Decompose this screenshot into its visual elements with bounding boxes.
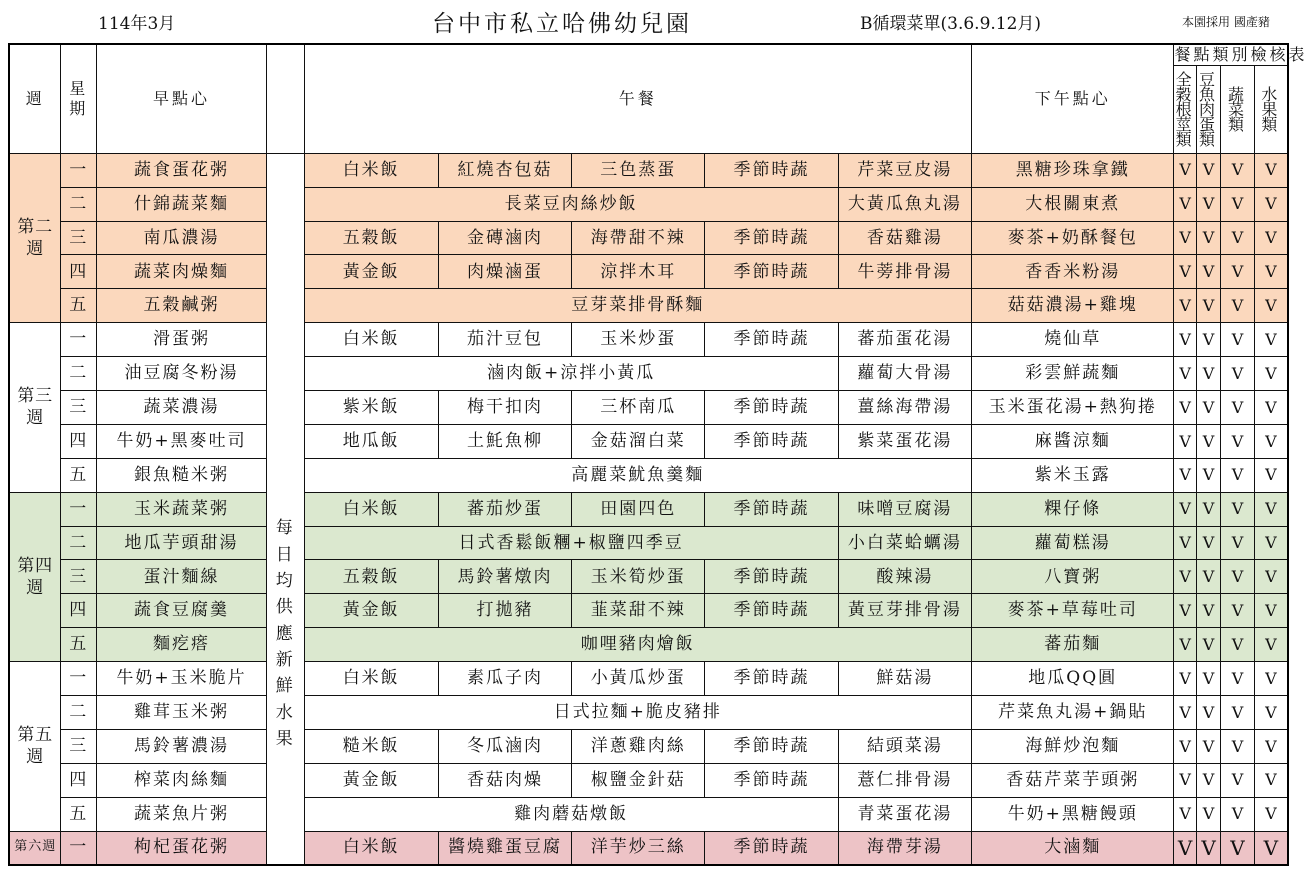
breakfast-item: 牛奶+黑麥吐司 [97, 424, 267, 458]
check-mark: V [1174, 797, 1196, 831]
lunch-soup: 味噌豆腐湯 [838, 492, 971, 526]
check-mark: V [1221, 763, 1255, 797]
check-mark: V [1196, 594, 1220, 628]
day-of-week: 一 [61, 153, 97, 187]
check-col-header-2: 豆 魚 肉 蛋 類 [1196, 65, 1220, 153]
check-mark: V [1196, 560, 1220, 594]
lunch-dish: 玉米炒蛋 [572, 323, 705, 357]
day-of-week: 二 [61, 357, 97, 391]
afternoon-snack: 香菇芹菜芋頭粥 [972, 763, 1174, 797]
check-mark: V [1254, 424, 1288, 458]
check-mark: V [1221, 357, 1255, 391]
afternoon-snack: 牛奶+黑糖饅頭 [972, 797, 1174, 831]
lunch-dish: 白米飯 [304, 323, 438, 357]
check-mark: V [1254, 763, 1288, 797]
lunch-soup: 薑絲海帶湯 [838, 390, 971, 424]
check-mark: V [1174, 357, 1196, 391]
day-of-week: 四 [61, 255, 97, 289]
week-column-header: 週 [9, 44, 61, 153]
day-of-week: 三 [61, 560, 97, 594]
check-mark: V [1174, 323, 1196, 357]
breakfast-item: 南瓜濃湯 [97, 221, 267, 255]
lunch-dish: 冬瓜滷肉 [438, 729, 571, 763]
breakfast-item: 蔬食豆腐羹 [97, 594, 267, 628]
check-mark: V [1221, 797, 1255, 831]
day-of-week: 二 [61, 696, 97, 730]
check-mark: V [1174, 696, 1196, 730]
lunch-dish: 糙米飯 [304, 729, 438, 763]
check-mark: V [1254, 289, 1288, 323]
daily-fruit-note: 每 日 均 供 應 新 鮮 水 果 [266, 153, 304, 865]
lunch-dish: 椒鹽金針菇 [572, 763, 705, 797]
lunch-soup: 薏仁排骨湯 [838, 763, 971, 797]
lunch-dish: 涼拌木耳 [572, 255, 705, 289]
check-mark: V [1221, 458, 1255, 492]
check-mark: V [1254, 492, 1288, 526]
lunch-one-dish: 咖哩豬肉燴飯 [304, 628, 971, 662]
check-mark: V [1221, 729, 1255, 763]
day-of-week: 四 [61, 763, 97, 797]
menu-row [9, 831, 1288, 865]
lunch-dish: 玉米筍炒蛋 [572, 560, 705, 594]
lunch-dish: 韮菜甜不辣 [572, 594, 705, 628]
breakfast-item: 油豆腐冬粉湯 [97, 357, 267, 391]
day-of-week: 一 [61, 323, 97, 357]
lunch-dish: 素瓜子肉 [438, 662, 571, 696]
day-of-week: 三 [61, 729, 97, 763]
afternoon-snack: 蘿蔔糕湯 [972, 526, 1174, 560]
day-of-week: 五 [61, 458, 97, 492]
menu-row [9, 560, 1288, 594]
breakfast-item: 蔬菜肉燥麵 [97, 255, 267, 289]
afternoon-snack: 地瓜QQ圓 [972, 662, 1174, 696]
check-mark: V [1196, 662, 1220, 696]
breakfast-column-header: 早點心 [97, 44, 267, 153]
menu-row [9, 594, 1288, 628]
lunch-dish: 土魠魚柳 [438, 424, 571, 458]
menu-row [9, 729, 1288, 763]
check-mark: V [1221, 153, 1255, 187]
menu-row [9, 221, 1288, 255]
day-of-week: 四 [61, 594, 97, 628]
check-mark: V [1221, 187, 1255, 221]
day-of-week: 一 [61, 831, 97, 865]
lunch-soup: 酸辣湯 [838, 560, 971, 594]
week-label: 第四週 [9, 492, 61, 661]
check-mark: V [1254, 628, 1288, 662]
lunch-dish: 金菇溜白菜 [572, 424, 705, 458]
check-mark: V [1174, 255, 1196, 289]
check-mark: V [1196, 255, 1220, 289]
afternoon-snack: 燒仙草 [972, 323, 1174, 357]
lunch-dish: 季節時蔬 [705, 662, 838, 696]
breakfast-item: 滑蛋粥 [97, 323, 267, 357]
afternoon-snack: 大根關東煮 [972, 187, 1174, 221]
menu-row [9, 797, 1288, 831]
day-of-week: 二 [61, 187, 97, 221]
menu-row [9, 424, 1288, 458]
check-mark: V [1254, 662, 1288, 696]
menu-row [9, 255, 1288, 289]
check-mark: V [1174, 153, 1196, 187]
lunch-dish: 紅燒杏包菇 [438, 153, 571, 187]
breakfast-item: 麵疙瘩 [97, 628, 267, 662]
lunch-dish: 三色蒸蛋 [572, 153, 705, 187]
afternoon-snack: 香香米粉湯 [972, 255, 1174, 289]
breakfast-item: 牛奶+玉米脆片 [97, 662, 267, 696]
lunch-dish: 打拋豬 [438, 594, 571, 628]
check-mark: V [1174, 594, 1196, 628]
menu-row [9, 323, 1288, 357]
menu-row [9, 628, 1288, 662]
check-mark: V [1221, 560, 1255, 594]
day-of-week: 五 [61, 628, 97, 662]
lunch-soup: 紫菜蛋花湯 [838, 424, 971, 458]
check-mark: V [1196, 526, 1220, 560]
day-of-week: 四 [61, 424, 97, 458]
lunch-dish: 香菇肉燥 [438, 763, 571, 797]
check-col-header-1: 全 穀 根 莖 類 [1174, 65, 1196, 153]
check-mark: V [1174, 458, 1196, 492]
menu-row [9, 662, 1288, 696]
afternoon-snack: 彩雲鮮蔬麵 [972, 357, 1174, 391]
check-mark: V [1254, 458, 1288, 492]
menu-row [9, 526, 1288, 560]
afternoon-snack: 菇菇濃湯+雞塊 [972, 289, 1174, 323]
afternoon-snack: 八寶粥 [972, 560, 1174, 594]
check-mark: V [1254, 153, 1288, 187]
breakfast-item: 雞茸玉米粥 [97, 696, 267, 730]
check-mark: V [1174, 628, 1196, 662]
check-mark: V [1221, 255, 1255, 289]
lunch-dish: 白米飯 [304, 831, 438, 865]
check-mark: V [1196, 492, 1220, 526]
breakfast-item: 蔬菜濃湯 [97, 390, 267, 424]
day-column-header: 星 期 [61, 44, 97, 153]
check-mark: V [1221, 221, 1255, 255]
menu-row [9, 153, 1288, 187]
lunch-dish: 金磚滷肉 [438, 221, 571, 255]
check-mark: V [1221, 289, 1255, 323]
check-mark: V [1254, 797, 1288, 831]
check-mark: V [1221, 594, 1255, 628]
lunch-soup: 黃豆芽排骨湯 [838, 594, 971, 628]
lunch-dish: 季節時蔬 [705, 594, 838, 628]
lunch-soup: 青菜蛋花湯 [838, 797, 971, 831]
menu-month: 114年3月 [98, 13, 176, 34]
check-mark: V [1254, 187, 1288, 221]
lunch-dish: 紫米飯 [304, 390, 438, 424]
lunch-dish: 白米飯 [304, 153, 438, 187]
lunch-dish: 五穀飯 [304, 221, 438, 255]
lunch-main-dish: 滷肉飯+涼拌小黃瓜 [304, 357, 838, 391]
lunch-soup: 蕃茄蛋花湯 [838, 323, 971, 357]
lunch-dish: 季節時蔬 [705, 560, 838, 594]
check-mark: V [1254, 560, 1288, 594]
menu-row [9, 390, 1288, 424]
lunch-dish: 季節時蔬 [705, 255, 838, 289]
menu-row [9, 458, 1288, 492]
afternoon-snack: 玉米蛋花湯+熱狗捲 [972, 390, 1174, 424]
check-mark: V [1254, 729, 1288, 763]
lunch-soup: 結頭菜湯 [838, 729, 971, 763]
lunch-dish: 季節時蔬 [705, 763, 838, 797]
weekly-menu-table [8, 43, 1307, 866]
check-col-header-3: 蔬 菜 類 [1221, 65, 1255, 153]
check-mark: V [1221, 526, 1255, 560]
lunch-dish: 黃金飯 [304, 594, 438, 628]
check-mark: V [1221, 390, 1255, 424]
check-mark: V [1196, 153, 1220, 187]
check-mark: V [1196, 628, 1220, 662]
afternoon-snack: 芹菜魚丸湯+鍋貼 [972, 696, 1174, 730]
lunch-dish: 白米飯 [304, 492, 438, 526]
check-mark: V [1254, 323, 1288, 357]
lunch-soup: 牛蒡排骨湯 [838, 255, 971, 289]
breakfast-item: 榨菜肉絲麵 [97, 763, 267, 797]
lunch-dish: 茄汁豆包 [438, 323, 571, 357]
check-mark: V [1196, 458, 1220, 492]
lunch-dish: 海帶甜不辣 [572, 221, 705, 255]
check-mark: V [1254, 357, 1288, 391]
breakfast-item: 馬鈴薯濃湯 [97, 729, 267, 763]
breakfast-item: 蔬食蛋花粥 [97, 153, 267, 187]
check-mark: V [1254, 255, 1288, 289]
lunch-soup: 香菇雞湯 [838, 221, 971, 255]
day-of-week: 三 [61, 390, 97, 424]
day-of-week: 一 [61, 662, 97, 696]
check-mark: V [1196, 729, 1220, 763]
day-of-week: 一 [61, 492, 97, 526]
lunch-dish: 三杯南瓜 [572, 390, 705, 424]
lunch-dish: 季節時蔬 [705, 492, 838, 526]
check-mark: V [1196, 424, 1220, 458]
check-mark: V [1174, 492, 1196, 526]
lunch-dish: 醬燒雞蛋豆腐 [438, 831, 571, 865]
lunch-dish: 肉燥滷蛋 [438, 255, 571, 289]
menu-row [9, 289, 1288, 323]
check-mark: V [1254, 696, 1288, 730]
check-mark: V [1174, 221, 1196, 255]
lunch-dish: 季節時蔬 [705, 323, 838, 357]
day-of-week: 二 [61, 526, 97, 560]
check-mark: V [1254, 526, 1288, 560]
check-mark: V [1174, 289, 1196, 323]
check-mark: V [1196, 696, 1220, 730]
breakfast-item: 銀魚糙米粥 [97, 458, 267, 492]
lunch-dish: 季節時蔬 [705, 831, 838, 865]
check-mark: V [1221, 696, 1255, 730]
lunch-dish: 白米飯 [304, 662, 438, 696]
menu-cycle: B循環菜單(3.6.9.12月) [860, 13, 1042, 34]
lunch-dish: 季節時蔬 [705, 221, 838, 255]
week-label: 第二週 [9, 153, 61, 322]
afternoon-snack: 紫米玉露 [972, 458, 1174, 492]
afternoon-snack: 麥茶+草莓吐司 [972, 594, 1174, 628]
week-label: 第五週 [9, 662, 61, 831]
lunch-main-dish: 雞肉蘑菇燉飯 [304, 797, 838, 831]
breakfast-item: 蔬菜魚片粥 [97, 797, 267, 831]
check-mark: V [1196, 187, 1220, 221]
check-mark: V [1221, 831, 1255, 865]
check-mark: V [1221, 492, 1255, 526]
check-mark: V [1174, 187, 1196, 221]
lunch-dish: 梅干扣肉 [438, 390, 571, 424]
check-mark: V [1196, 831, 1220, 865]
check-mark: V [1254, 221, 1288, 255]
week-label: 第三週 [9, 323, 61, 492]
fruit-column-header [266, 44, 304, 153]
lunch-soup: 大黃瓜魚丸湯 [838, 187, 971, 221]
lunch-column-header: 午餐 [304, 44, 971, 153]
check-mark: V [1174, 763, 1196, 797]
check-mark: V [1174, 560, 1196, 594]
breakfast-item: 五穀鹹粥 [97, 289, 267, 323]
pork-origin-note: 本園採用 國產豬 [1182, 14, 1270, 29]
afternoon-snack: 黑糖珍珠拿鐵 [972, 153, 1174, 187]
check-mark: V [1174, 729, 1196, 763]
menu-row [9, 357, 1288, 391]
check-mark: V [1196, 797, 1220, 831]
check-mark: V [1174, 831, 1196, 865]
check-mark: V [1196, 323, 1220, 357]
lunch-dish: 洋蔥雞肉絲 [572, 729, 705, 763]
lunch-dish: 季節時蔬 [705, 424, 838, 458]
breakfast-item: 枸杞蛋花粥 [97, 831, 267, 865]
check-mark: V [1174, 390, 1196, 424]
menu-row [9, 187, 1288, 221]
day-of-week: 三 [61, 221, 97, 255]
breakfast-item: 玉米蔬菜粥 [97, 492, 267, 526]
day-of-week: 五 [61, 797, 97, 831]
afternoon-snack: 麥茶+奶酥餐包 [972, 221, 1174, 255]
check-table-title: 餐點類別檢核表 [1174, 44, 1307, 64]
lunch-dish: 小黃瓜炒蛋 [572, 662, 705, 696]
lunch-soup: 芹菜豆皮湯 [838, 153, 971, 187]
check-mark: V [1174, 424, 1196, 458]
check-mark: V [1196, 289, 1220, 323]
check-mark: V [1221, 662, 1255, 696]
day-of-week: 五 [61, 289, 97, 323]
lunch-one-dish: 日式拉麵+脆皮豬排 [304, 696, 971, 730]
check-mark: V [1221, 424, 1255, 458]
check-mark: V [1254, 831, 1288, 865]
menu-row [9, 492, 1288, 526]
week-label: 第六週 [9, 831, 61, 865]
afternoon-snack: 大滷麵 [972, 831, 1174, 865]
lunch-soup: 小白菜蛤蠣湯 [838, 526, 971, 560]
lunch-dish: 地瓜飯 [304, 424, 438, 458]
lunch-soup: 蘿蔔大骨湯 [838, 357, 971, 391]
lunch-dish: 五穀飯 [304, 560, 438, 594]
check-mark: V [1174, 662, 1196, 696]
check-mark: V [1196, 763, 1220, 797]
check-mark: V [1196, 357, 1220, 391]
check-mark: V [1196, 390, 1220, 424]
afternoon-snack: 蕃茄麵 [972, 628, 1174, 662]
lunch-dish: 洋芋炒三絲 [572, 831, 705, 865]
afternoon-snack: 海鮮炒泡麵 [972, 729, 1174, 763]
lunch-dish: 田園四色 [572, 492, 705, 526]
menu-row [9, 763, 1288, 797]
lunch-one-dish: 高麗菜魷魚羹麵 [304, 458, 971, 492]
check-mark: V [1254, 390, 1288, 424]
menu-row [9, 696, 1288, 730]
school-title: 台中市私立哈佛幼兒園 [432, 10, 692, 37]
lunch-dish: 黃金飯 [304, 763, 438, 797]
lunch-soup: 海帶芽湯 [838, 831, 971, 865]
afternoon-snack: 粿仔條 [972, 492, 1174, 526]
check-mark: V [1254, 594, 1288, 628]
snack-column-header: 下午點心 [972, 44, 1174, 153]
lunch-one-dish: 豆芽菜排骨酥麵 [304, 289, 971, 323]
check-mark: V [1221, 323, 1255, 357]
lunch-dish: 蕃茄炒蛋 [438, 492, 571, 526]
lunch-dish: 季節時蔬 [705, 153, 838, 187]
check-col-header-4: 水 果 類 [1254, 65, 1288, 153]
lunch-dish: 馬鈴薯燉肉 [438, 560, 571, 594]
lunch-dish: 季節時蔬 [705, 729, 838, 763]
lunch-soup: 鮮菇湯 [838, 662, 971, 696]
breakfast-item: 什錦蔬菜麵 [97, 187, 267, 221]
lunch-main-dish: 長菜豆肉絲炒飯 [304, 187, 838, 221]
lunch-dish: 季節時蔬 [705, 390, 838, 424]
check-mark: V [1174, 526, 1196, 560]
lunch-dish: 黃金飯 [304, 255, 438, 289]
check-mark: V [1221, 628, 1255, 662]
breakfast-item: 蛋汁麵線 [97, 560, 267, 594]
check-mark: V [1196, 221, 1220, 255]
breakfast-item: 地瓜芋頭甜湯 [97, 526, 267, 560]
afternoon-snack: 麻醬涼麵 [972, 424, 1174, 458]
lunch-main-dish: 日式香鬆飯糰+椒鹽四季豆 [304, 526, 838, 560]
